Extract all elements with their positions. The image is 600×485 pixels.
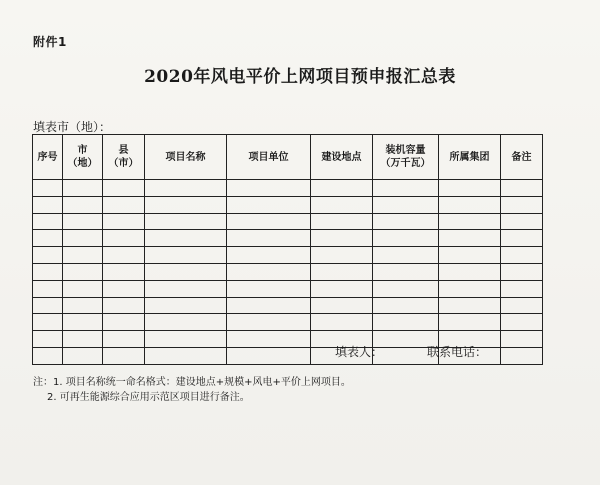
table-cell [63, 196, 103, 213]
table-cell [145, 347, 227, 364]
table-body [33, 180, 543, 365]
table-cell [501, 314, 543, 331]
header-capacity: 装机容量 （万千瓦） [373, 135, 439, 180]
table-cell [33, 180, 63, 197]
header-city: 市 （地） [63, 135, 103, 180]
table-cell [227, 196, 311, 213]
table-header-row [33, 135, 543, 180]
table-cell [63, 180, 103, 197]
table-cell [439, 280, 501, 297]
table-cell [373, 314, 439, 331]
table-cell [439, 196, 501, 213]
table-cell [311, 247, 373, 264]
table-cell [145, 314, 227, 331]
table-cell [501, 247, 543, 264]
table-cell [33, 247, 63, 264]
table-cell [439, 297, 501, 314]
table-cell [311, 314, 373, 331]
note-2: 2. 可再生能源综合应用示范区项目进行备注。 [47, 392, 250, 403]
table-row [33, 230, 543, 247]
table-cell [103, 213, 145, 230]
attachment-label: 附件1 [33, 35, 67, 49]
table-cell [311, 180, 373, 197]
table-cell [103, 247, 145, 264]
table-cell [63, 331, 103, 348]
table-cell [33, 263, 63, 280]
table-cell [103, 347, 145, 364]
table-cell [63, 297, 103, 314]
table-cell [439, 230, 501, 247]
note-1: 注：1. 项目名称统一命名格式：建设地点+规模+风电+平价上网项目。 [33, 377, 351, 388]
table-cell [373, 213, 439, 230]
header-county: 县 （市） [103, 135, 145, 180]
table-cell [373, 196, 439, 213]
phone-label: 联系电话： [427, 345, 488, 359]
table-cell [145, 247, 227, 264]
table-cell [311, 230, 373, 247]
table-cell [373, 180, 439, 197]
table-cell [33, 314, 63, 331]
table-cell [227, 297, 311, 314]
table-cell [63, 314, 103, 331]
table-cell [103, 280, 145, 297]
table-cell [103, 180, 145, 197]
table-cell [501, 280, 543, 297]
table-cell [311, 263, 373, 280]
table-cell [227, 213, 311, 230]
table-cell [501, 263, 543, 280]
table-cell [145, 297, 227, 314]
table-cell [501, 213, 543, 230]
table-cell [145, 180, 227, 197]
fill-city-label: 填表市（地）： [33, 120, 112, 134]
table-cell [227, 247, 311, 264]
table-cell [145, 280, 227, 297]
table-cell [145, 196, 227, 213]
table-cell [227, 314, 311, 331]
table-cell [145, 331, 227, 348]
table-cell [227, 230, 311, 247]
table-cell [501, 230, 543, 247]
notes [33, 375, 351, 405]
header-site: 建设地点 [311, 135, 373, 180]
table-cell [103, 230, 145, 247]
table-cell [227, 347, 311, 364]
table-cell [227, 331, 311, 348]
table-cell [103, 331, 145, 348]
document-title: 2020年风电平价上网项目预申报汇总表 [144, 67, 456, 87]
table-cell [63, 230, 103, 247]
table-cell [33, 347, 63, 364]
header-project-unit: 项目单位 [227, 135, 311, 180]
table-row [33, 297, 543, 314]
header-project-name: 项目名称 [145, 135, 227, 180]
table-cell [373, 230, 439, 247]
table-cell [373, 280, 439, 297]
table-cell [311, 280, 373, 297]
table-cell [33, 213, 63, 230]
table-cell [501, 347, 543, 364]
table-cell [103, 263, 145, 280]
table-cell [439, 180, 501, 197]
table-cell [145, 213, 227, 230]
table-cell [63, 247, 103, 264]
table-cell [103, 297, 145, 314]
table-row [33, 196, 543, 213]
table-row [33, 180, 543, 197]
header-serial: 序号 [33, 135, 63, 180]
table-cell [227, 263, 311, 280]
table-row [33, 314, 543, 331]
table-cell [501, 297, 543, 314]
header-remarks: 备注 [501, 135, 543, 180]
table-cell [439, 263, 501, 280]
table-cell [501, 196, 543, 213]
table-cell [33, 331, 63, 348]
table-cell [63, 280, 103, 297]
table-cell [501, 331, 543, 348]
table-cell [373, 297, 439, 314]
table-row [33, 213, 543, 230]
table-cell [311, 213, 373, 230]
summary-table [32, 134, 543, 365]
table-cell [33, 280, 63, 297]
table-cell [227, 280, 311, 297]
table-cell [145, 263, 227, 280]
header-group: 所属集团 [439, 135, 501, 180]
table-cell [103, 196, 145, 213]
table-cell [63, 347, 103, 364]
table-cell [439, 213, 501, 230]
table-cell [227, 180, 311, 197]
table-cell [33, 196, 63, 213]
table-cell [373, 263, 439, 280]
table-row [33, 247, 543, 264]
table-cell [311, 297, 373, 314]
table-cell [33, 230, 63, 247]
table-row [33, 280, 543, 297]
table-cell [311, 196, 373, 213]
table-cell [63, 213, 103, 230]
table-row [33, 263, 543, 280]
table-cell [439, 314, 501, 331]
table-cell [33, 297, 63, 314]
table-cell [63, 263, 103, 280]
table-cell [103, 314, 145, 331]
table-cell [501, 180, 543, 197]
filler-label: 填表人： [335, 345, 384, 359]
table-cell [145, 230, 227, 247]
table-cell [373, 247, 439, 264]
table-cell [439, 247, 501, 264]
